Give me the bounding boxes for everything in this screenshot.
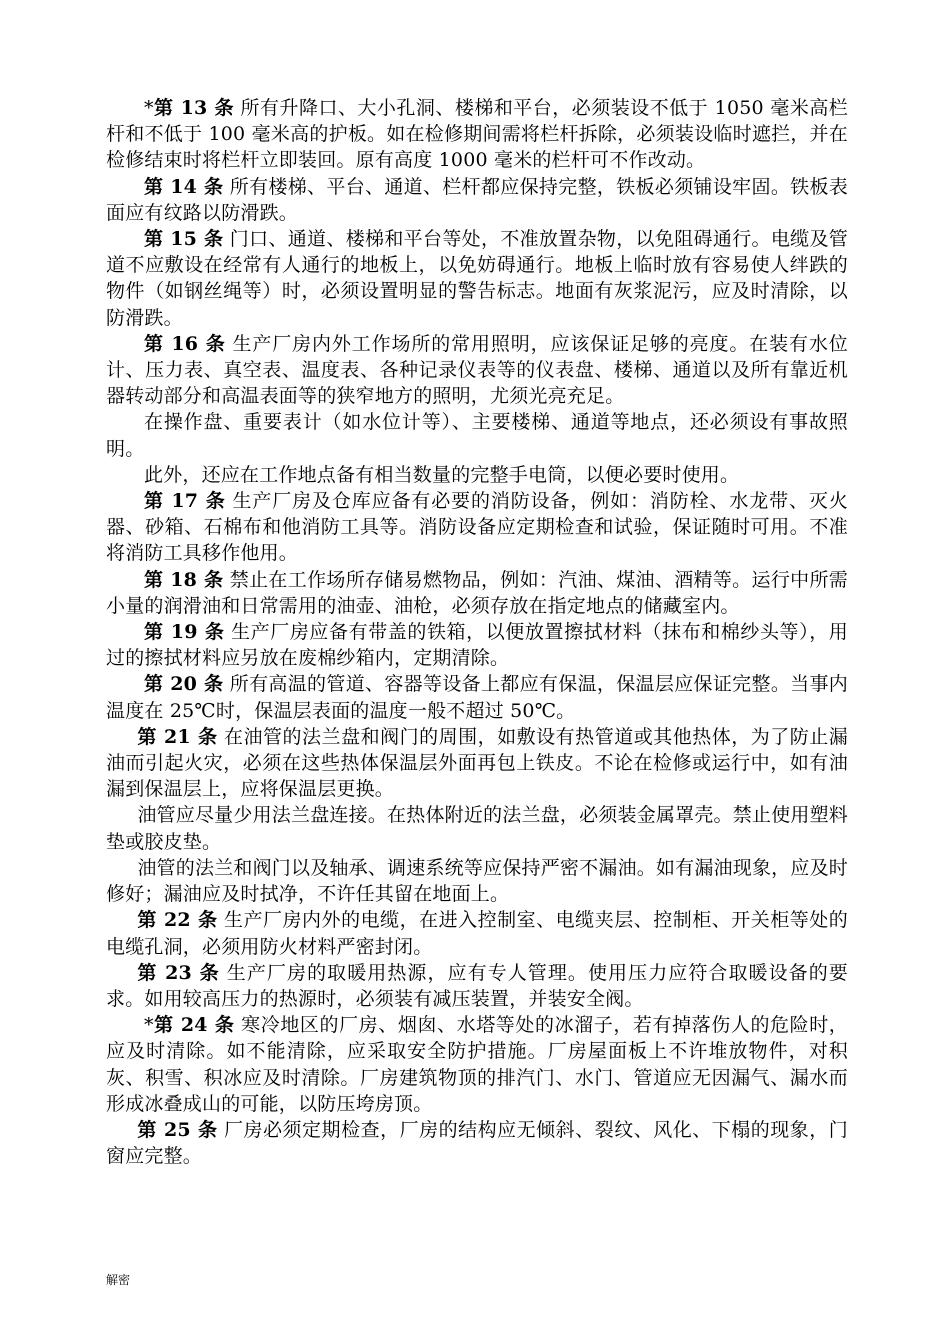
paragraph — [106, 724, 848, 803]
paragraph — [106, 488, 848, 567]
article-number: 第 23 条 — [137, 961, 220, 984]
article-number: 第 18 条 — [144, 568, 224, 591]
paragraph-text: 在油管的法兰盘和阀门的周围，如敷设有热管道或其他热体，为了防止漏油而引起火灾，必须在这些热体保温层外面再包上铁皮。不论在检修或运行中，如有油漏到保温层上，应将保温层更换。 — [106, 725, 848, 801]
article-number: 第 25 条 — [137, 1118, 218, 1141]
paragraph — [106, 95, 848, 174]
paragraph-text: 所有高温的管道、容器等设备上都应有保温，保温层应保证完整。当事内温度在 25℃时，保温层表面的温度一般不超过 50℃。 — [106, 673, 848, 722]
paragraph-text: 油管的法兰和阀门以及轴承、调速系统等应保持严密不漏油。如有漏油现象，应及时修好；漏油应及时拭净，不许任其留在地面上。 — [106, 856, 848, 906]
paragraph — [106, 174, 848, 226]
paragraph — [106, 619, 848, 671]
paragraph — [106, 409, 848, 461]
paragraph-text: 门口、通道、楼梯和平台等处，不准放置杂物，以免阻碍通行。电缆及管道不应敷设在经常有人通行的地板上，以免妨碍通行。地板上临时放有容易使人绊跌的物件（如钢丝绳等）时，必须设置明显的警告标志。地面有灰浆泥污，应及时清除，以防滑跌。 — [106, 228, 848, 329]
document-body — [106, 95, 848, 1169]
paragraph-text: 生产厂房及仓库应备有必要的消防设备，例如：消防栓、水龙带、灭火器、砂箱、石棉布和他消防工具等。消防设备应定期检查和试验，保证随时可用。不准将消防工具移作他用。 — [106, 490, 848, 565]
paragraph — [106, 907, 848, 959]
paragraph-text: 生产厂房内外工作场所的常用照明，应该保证足够的亮度。在装有水位计、压力表、真空表、温度表、各种记录仪表等的仪表盘、楼梯、通道以及所有靠近机器转动部分和高温表面等的狭窄地方的照明，尤须光亮充足。 — [106, 332, 848, 408]
article-number: 第 19 条 — [144, 621, 225, 644]
paragraph-text: 在操作盘、重要表计（如水位计等）、主要楼梯、通道等地点，还必须设有事故照明。 — [106, 411, 848, 460]
paragraph — [106, 1012, 848, 1117]
paragraph — [106, 462, 848, 488]
paragraph-text: 生产厂房内外的电缆，在进入控制室、电缆夹层、控制柜、开关柜等处的电缆孔洞，必须用防火材料严密封闭。 — [106, 909, 848, 958]
article-number: 第 24 条 — [153, 1014, 235, 1037]
paragraph — [106, 1117, 848, 1169]
paragraph — [106, 855, 848, 907]
article-number: 第 13 条 — [153, 97, 234, 119]
paragraph-text: 厂房必须定期检查，厂房的结构应无倾斜、裂纹、风化、下榻的现象，门窗应完整。 — [106, 1118, 848, 1168]
paragraph-text: 禁止在工作场所存储易燃物品，例如：汽油、煤油、酒精等。运行中所需小量的润滑油和日常需用的油壶、油枪，必须存放在指定地点的储藏室内。 — [106, 568, 848, 617]
paragraph-text: 所有楼梯、平台、通道、栏杆都应保持完整，铁板必须铺设牢固。铁板表面应有纹路以防滑跌。 — [106, 175, 848, 224]
paragraph-text: 此外，还应在工作地点备有相当数量的完整手电筒，以便必要时使用。 — [144, 463, 740, 486]
paragraph-text: 寒冷地区的厂房、烟囱、水塔等处的冰溜子，若有掉落伤人的危险时，应及时清除。如不能清除，应采取安全防护措施。厂房屋面板上不许堆放物件，对积灰、积雪、积冰应及时清除。厂房建筑物顶的排汽门、水门、管道应无因漏气、漏水而形成冰叠成山的可能，以防压垮房顶。 — [106, 1014, 848, 1115]
paragraph — [106, 671, 848, 723]
article-number: 第 17 条 — [144, 490, 226, 513]
article-number: 第 21 条 — [137, 725, 218, 748]
paragraph-text: 生产厂房的取暖用热源，应有专人管理。使用压力应符合取暖设备的要求。如用较高压力的热源时，必须装有减压装置，并装安全阀。 — [106, 961, 848, 1010]
article-number: 第 15 条 — [144, 228, 224, 251]
paragraph-text: 所有升降口、大小孔洞、楼梯和平台，必须装设不低于 1050 毫米高栏杆和不低于 100 毫米高的护板。如在检修期间需将栏杆拆除，必须装设临时遮拦，并在检修结束时将栏杆立即装回。原有高度 1000 毫米的栏杆可不作改动。 — [106, 97, 848, 172]
paragraph — [106, 331, 848, 410]
article-number: 第 20 条 — [144, 673, 224, 696]
paragraph — [106, 960, 848, 1012]
article-number: 第 22 条 — [137, 909, 218, 932]
paragraph — [106, 567, 848, 619]
article-number: 第 14 条 — [144, 175, 224, 198]
asterisk-mark: * — [144, 97, 154, 119]
paragraph — [106, 802, 848, 854]
paragraph-text: 油管应尽量少用法兰盘连接。在热体附近的法兰盘，必须装金属罩壳。禁止使用塑料垫或胶皮垫。 — [106, 804, 848, 853]
article-number: 第 16 条 — [144, 332, 226, 355]
page-footer: 解密 — [106, 1273, 131, 1287]
paragraph — [106, 226, 848, 331]
asterisk-mark: * — [144, 1014, 154, 1037]
paragraph-text: 生产厂房应备有带盖的铁箱，以便放置擦拭材料（抹布和棉纱头等），用过的擦拭材料应另放在废棉纱箱内，定期清除。 — [106, 621, 849, 670]
